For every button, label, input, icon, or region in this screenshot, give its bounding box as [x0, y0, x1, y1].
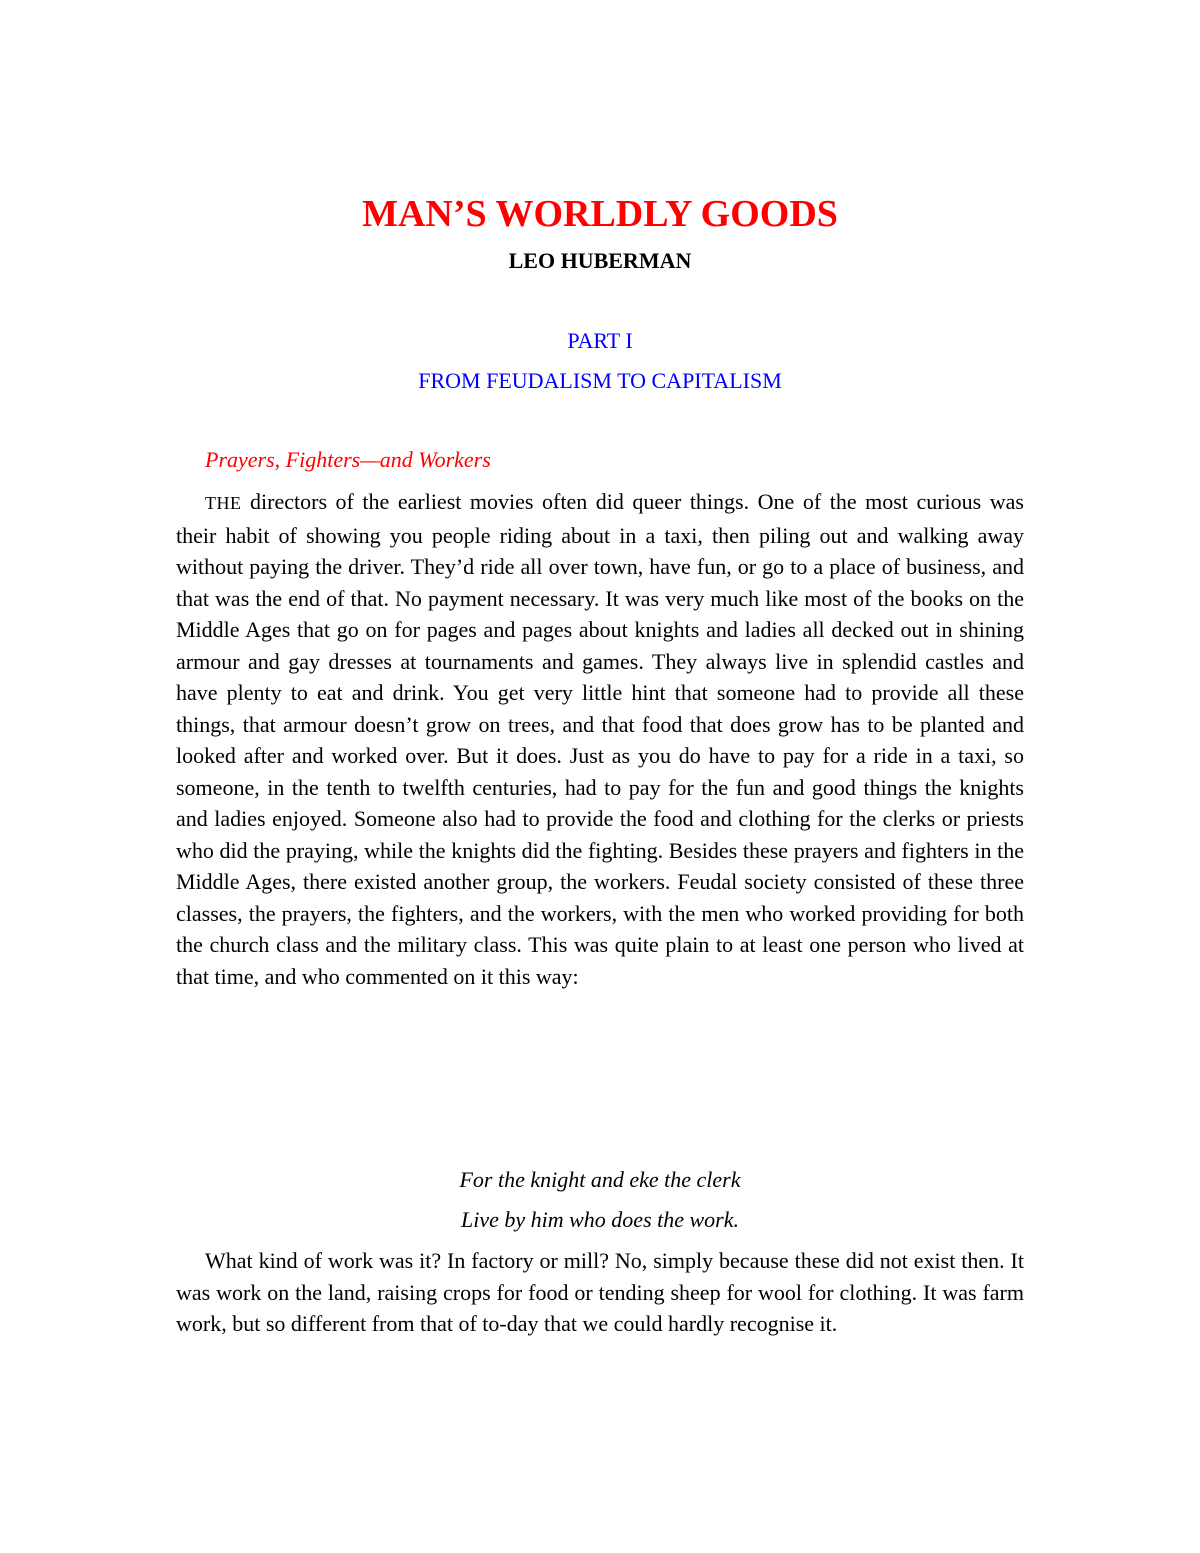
paragraph-1-text: directors of the earliest movies often did queer things. One of the most curious was their habit of showing you people riding about in a taxi, then piling out and walking away without paying the driver. They’d ride all over town, have fun, or go to a place of business, and that was the end of that. No payment necessary. It was very much like most of the books on the Middle Ages that go on for pages and pages about knights and ladies all decked out in shining armour and gay dresses at tournaments and games. They always live in splendid castles and have plenty to eat and drink. You get very little hint that someone had to provide all these things, that armour doesn’t grow on trees, and that food that does grow has to be planted and looked after and worked over. But it does. Just as you do have to pay for a ride in a taxi, so someone, in the tenth to twelfth centuries, had to pay for the fun and good things the knights and ladies enjoyed. Someone also had to provide the food and clothing for the clerks or priests who did the praying, while the knights did the fighting. Besides these prayers and fighters in the Middle Ages, there existed another group, the workers. Feudal society consisted of these three classes, the prayers, the fighters, and the workers, with the men who worked providing for both the church class and the military class. This was quite plain to at least one person who lived at that time, and who commented on it this way: — [176, 489, 1024, 989]
book-title: MAN’S WORLDLY GOODS — [362, 193, 838, 235]
author-name: LEO HUBERMAN — [508, 248, 692, 273]
verse-line-2: Live by him who does the work. — [460, 1207, 740, 1232]
paragraph-lead-word: THE — [205, 493, 242, 513]
part-title: FROM FEUDALISM TO CAPITALISM — [418, 368, 782, 393]
verse-line-1: For the knight and eke the clerk — [459, 1167, 741, 1192]
section-heading: Prayers, Fighters—and Workers — [205, 447, 491, 472]
part-label: PART I — [567, 328, 633, 353]
body-paragraph-2: What kind of work was it? In factory or mill? No, simply because these did not exist then. It was work on the land, raising crops for food or tending sheep for wool for clothing. It was farm work, but so different from that of to-day that we could hardly recognise it. — [176, 1248, 1024, 1336]
body-paragraph-1 — [176, 486, 1024, 992]
